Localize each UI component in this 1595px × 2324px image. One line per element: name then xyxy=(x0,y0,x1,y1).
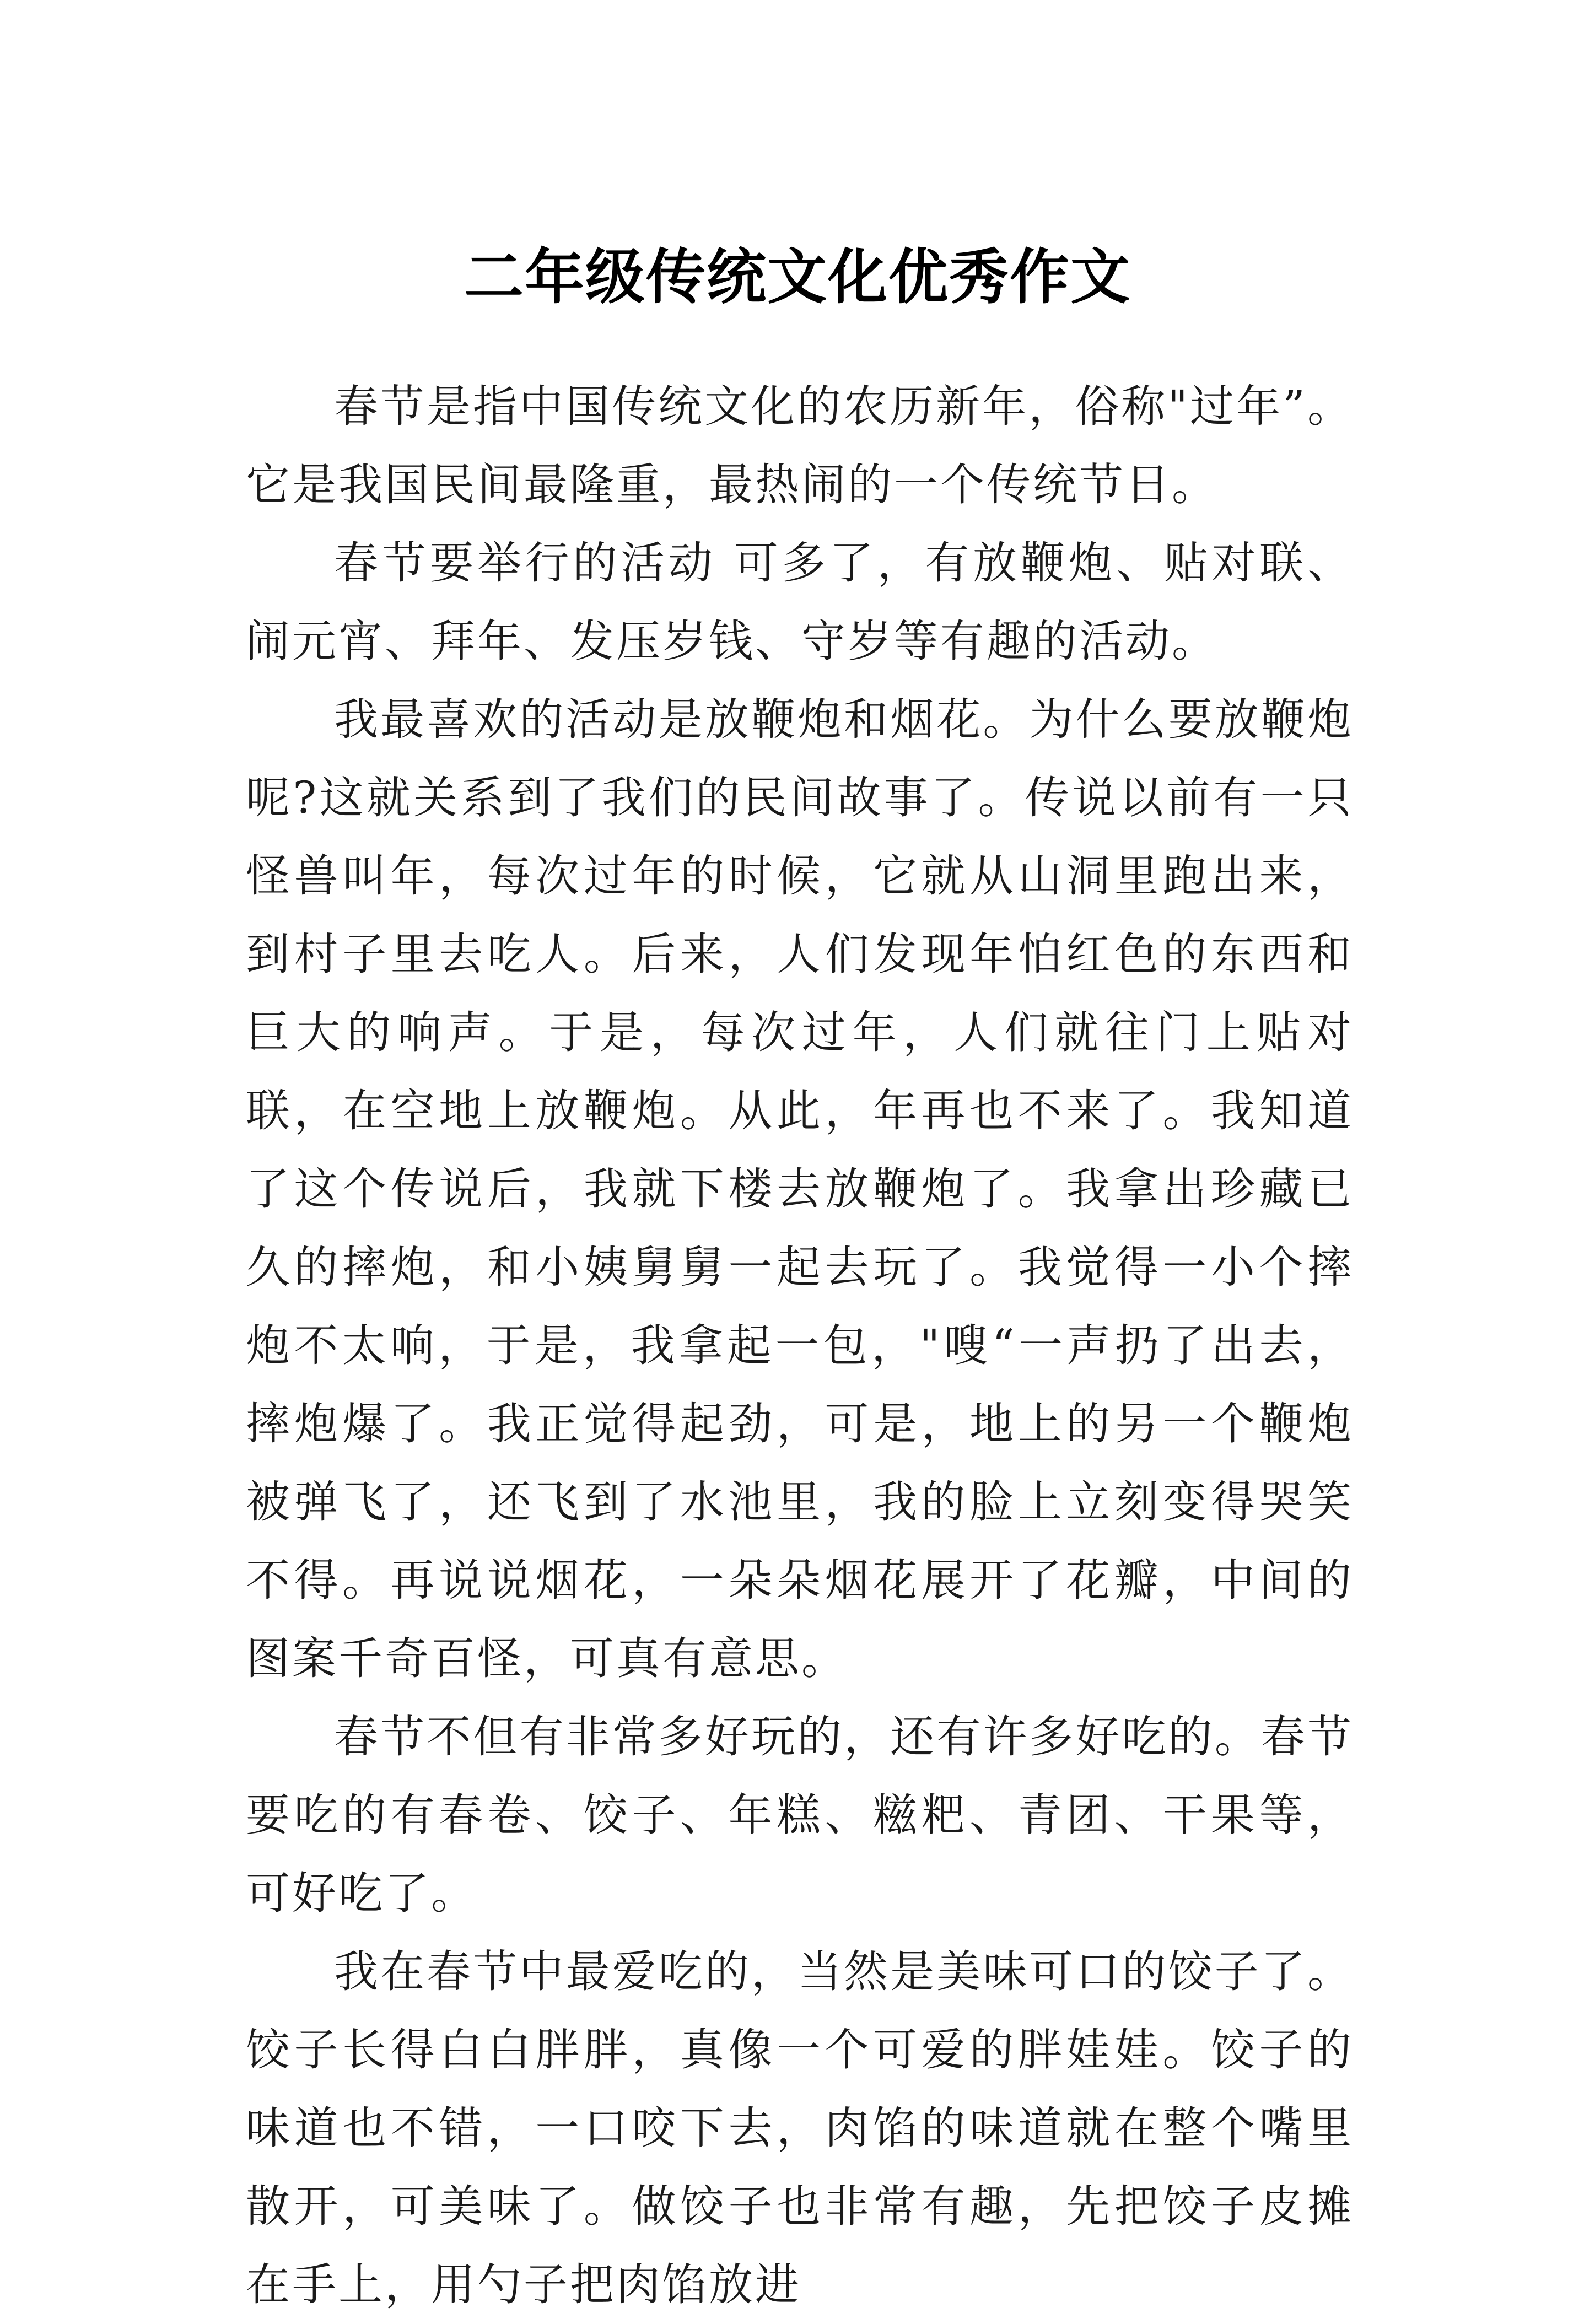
paragraph-5: 我在春节中最爱吃的，当然是美味可口的饺子了。饺子长得白白胖胖，真像一个可爱的胖娃娃。饺子的味道也不错，一口咬下去，肉馅的味道就在整个嘴里散开，可美味了。做饺子也非常有趣，先把饺子皮摊在手上，用勺子把肉馅放进 xyxy=(246,1946,1354,2310)
essay-body xyxy=(246,368,1354,2324)
paragraph-3: 我最喜欢的活动是放鞭炮和烟花。为什么要放鞭炮呢?这就关系到了我们的民间故事了。传说以前有一只怪兽叫年，每次过年的时候，它就从山洞里跑出来，到村子里去吃人。后来，人们发现年怕红色的东西和巨大的响声。于是，每次过年，人们就往门上贴对联，在空地上放鞭炮。从此，年再也不来了。我知道了这个传说后，我就下楼去放鞭炮了。我拿出珍藏已久的摔炮，和小姨舅舅一起去玩了。我觉得一小个摔炮不太响，于是，我拿起一包，"嗖“一声扔了出去，摔炮爆了。我正觉得起劲，可是，地上的另一个鞭炮被弹飞了，还飞到了水池里，我的脸上立刻变得哭笑不得。再说说烟花，一朵朵烟花展开了花瓣，中间的图案千奇百怪，可真有意思。 xyxy=(246,694,1354,1684)
page-title: 二年级传统文化优秀作文 xyxy=(464,242,1131,312)
paragraph-2: 春节要举行的活动 可多了，有放鞭炮、贴对联、闹元宵、拜年、发压岁钱、守岁等有趣的活动。 xyxy=(246,537,1354,667)
paragraph-4: 春节不但有非常多好玩的，还有许多好吃的。春节要吃的有春卷、饺子、年糕、糍粑、青团、干果等，可好吃了。 xyxy=(246,1711,1354,1919)
paragraph-1: 春节是指中国传统文化的农历新年，俗称"过年”。它是我国民间最隆重，最热闹的一个传统节日。 xyxy=(246,381,1354,510)
